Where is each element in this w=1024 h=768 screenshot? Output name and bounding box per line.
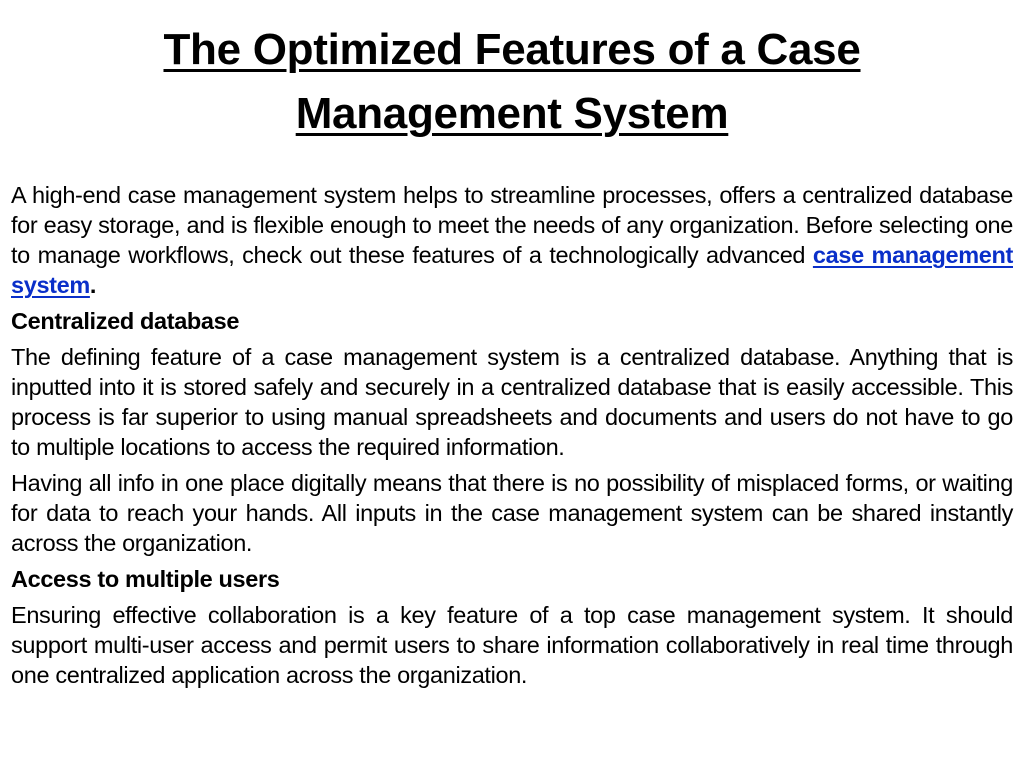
title-line-2: Management System [295, 89, 729, 138]
intro-text: A high-end case management system helps to streamline processes, offers a centralized database for easy storage, and is flexible enough to meet the needs of any organization. Before selecting one to manage workflows, check out these features of a technologically advanced [11, 182, 1013, 268]
multiple-users-paragraph: Ensuring effective collaboration is a key feature of a top case management system. It should support multi-user access and permit users to share information collaboratively in real time through one centralized application across the organization. [11, 602, 1013, 688]
centralized-database-paragraph-1: The defining feature of a case management system is a centralized database. Anything that is inputted into it is stored safely and securely in a centralized database that is easily accessible. This process is far superior to using manual spreadsheets and documents and users do not have to go to multiple locations to access the required information. [11, 344, 1013, 460]
centralized-database-heading: Centralized database [11, 308, 240, 334]
intro-end: . [89, 272, 97, 298]
slide-title [60, 18, 964, 146]
case-management-system-link[interactable]: case management system [11, 242, 1013, 298]
multiple-users-heading: Access to multiple users [11, 566, 280, 592]
title-line-1: The Optimized Features of a Case [163, 25, 861, 74]
centralized-database-paragraph-2: Having all info in one place digitally means that there is no possibility of misplaced forms, or waiting for data to reach your hands. All inputs in the case management system can be shared instantly across the organization. [11, 470, 1013, 556]
intro-paragraph [11, 180, 1013, 300]
slide-body [11, 180, 1013, 696]
